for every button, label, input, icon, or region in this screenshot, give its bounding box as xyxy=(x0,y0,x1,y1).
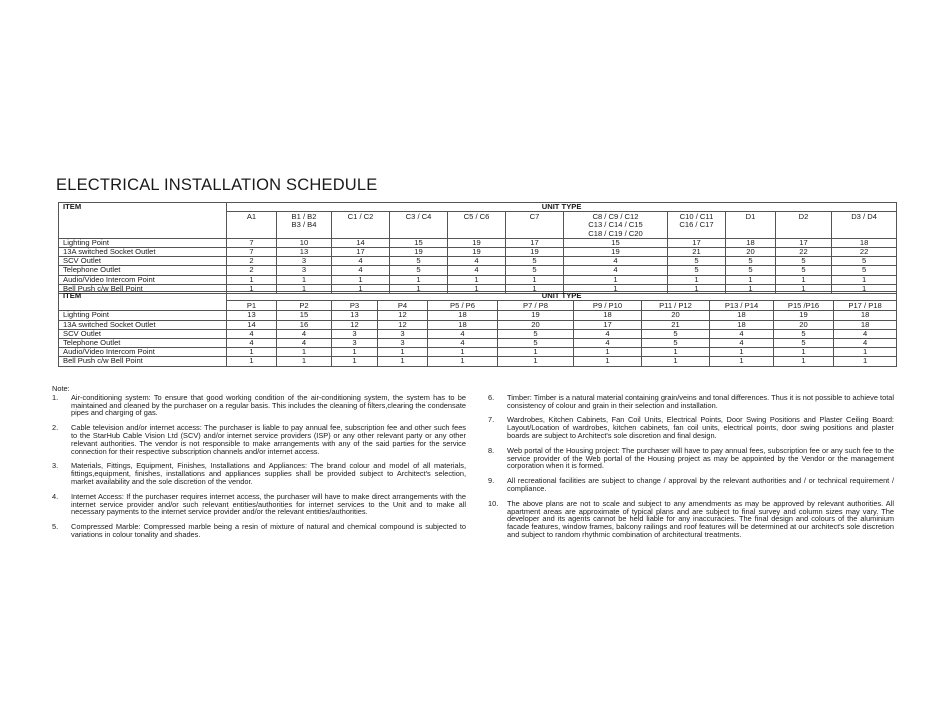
table-cell: 17 xyxy=(332,248,390,257)
table-cell: 13 xyxy=(277,248,332,257)
table-cell: 1 xyxy=(726,275,776,284)
note-item xyxy=(52,462,466,485)
unit-type-column-header: P11 / P12 xyxy=(642,301,710,311)
table-cell: 3 xyxy=(332,329,378,338)
row-label: Audio/Video Intercom Point xyxy=(59,275,227,284)
table-cell: 1 xyxy=(506,284,564,293)
table-cell: 19 xyxy=(564,248,668,257)
table-cell: 15 xyxy=(390,238,448,247)
table-cell: 1 xyxy=(774,357,834,366)
note-text: The above plans are not to scale and subject to any amendments as may be approved by relevant authorities. All apartment areas are approximate of typical plans and are subject to final survey and column sizes may vary. The developer and its agents cannot be held liable for any inaccuracies. The final design and colours of the aluminium facade features, window frames, balcony railings and roof features will be determined at our architect's sole discretion and subject to random rhythmic combination of architectural treatments. xyxy=(507,498,894,539)
table-cell: 4 xyxy=(332,257,390,266)
note-item xyxy=(52,424,466,455)
unit-type-header: UNIT TYPE xyxy=(227,203,897,212)
table-cell: 1 xyxy=(332,348,378,357)
table-cell: 1 xyxy=(277,348,332,357)
table-row xyxy=(59,238,897,247)
table-cell: 19 xyxy=(774,311,834,320)
table-cell: 5 xyxy=(506,266,564,275)
table-cell: 1 xyxy=(506,275,564,284)
table-cell: 1 xyxy=(390,275,448,284)
notes-left-column xyxy=(52,385,466,546)
table-row xyxy=(59,339,897,348)
unit-type-column-header: P13 / P14 xyxy=(710,301,774,311)
table-cell: 3 xyxy=(378,339,428,348)
table-header-row xyxy=(59,292,897,301)
table-cell: 13 xyxy=(227,311,277,320)
unit-type-column-header: P3 xyxy=(332,301,378,311)
notes-right-column xyxy=(488,385,894,546)
table-cell: 4 xyxy=(834,329,897,338)
table-cell: 18 xyxy=(834,311,897,320)
table-cell: 5 xyxy=(776,257,832,266)
table-cell: 1 xyxy=(834,348,897,357)
unit-type-column-header: B1 / B2 B3 / B4 xyxy=(277,212,332,239)
unit-type-column-header: P15 /P16 xyxy=(774,301,834,311)
table-cell: 5 xyxy=(774,329,834,338)
table-cell: 10 xyxy=(277,238,332,247)
table-cell: 3 xyxy=(277,266,332,275)
table-cell: 1 xyxy=(498,357,574,366)
table-cell: 18 xyxy=(726,238,776,247)
table-cell: 4 xyxy=(834,339,897,348)
table-cell: 12 xyxy=(378,311,428,320)
table-cell: 4 xyxy=(332,266,390,275)
table-cell: 1 xyxy=(574,348,642,357)
table-cell: 1 xyxy=(428,348,498,357)
electrical-schedule-table-1 xyxy=(58,202,897,294)
table-cell: 5 xyxy=(506,257,564,266)
table-cell: 19 xyxy=(390,248,448,257)
table-cell: 4 xyxy=(564,266,668,275)
table-cell: 18 xyxy=(834,320,897,329)
table-cell: 1 xyxy=(834,357,897,366)
table-cell: 21 xyxy=(642,320,710,329)
table-cell: 1 xyxy=(710,348,774,357)
table-cell: 4 xyxy=(227,339,277,348)
row-label: Bell Push c/w Bell Point xyxy=(59,357,227,366)
table-cell: 1 xyxy=(832,275,897,284)
row-label: Bell Push c/w Bell Point xyxy=(59,284,227,293)
table-row xyxy=(59,266,897,275)
table-cell: 4 xyxy=(710,329,774,338)
note-number: 3. xyxy=(52,461,59,471)
table-cell: 5 xyxy=(642,339,710,348)
table-cell: 5 xyxy=(832,257,897,266)
row-label: SCV Outlet xyxy=(59,257,227,266)
note-text: Wardrobes, Kitchen Cabinets, Fan Coil Units, Electrical Points, Door Swing Positions and Plaster Ceiling Board: Layout/Location of wardrobes, kitchen cabinets, fan coil units, electrical points, door swing positions and plaster boards are subject to Architect's sole discretion and final design. xyxy=(507,415,894,440)
unit-type-header: UNIT TYPE xyxy=(227,292,897,301)
unit-type-column-header: P1 xyxy=(227,301,277,311)
row-label: Audio/Video Intercom Point xyxy=(59,348,227,357)
table-cell: 5 xyxy=(726,257,776,266)
table-cell: 13 xyxy=(332,311,378,320)
table-cell: 1 xyxy=(332,275,390,284)
table-cell: 18 xyxy=(428,311,498,320)
unit-type-column-header: C3 / C4 xyxy=(390,212,448,239)
table-cell: 19 xyxy=(498,311,574,320)
table-cell: 12 xyxy=(378,320,428,329)
table-row xyxy=(59,320,897,329)
table-cell: 1 xyxy=(564,284,668,293)
note-text: All recreational facilities are subject to change / approval by the relevant authorities and / or technical requirement / compliance. xyxy=(507,476,894,493)
table-cell: 1 xyxy=(642,348,710,357)
table-cell: 1 xyxy=(642,357,710,366)
note-text: Compressed Marble: Compressed marble being a resin of mixture of natural and chemical compound is subjected to variations in colour tonality and shades. xyxy=(71,522,466,539)
table-cell: 4 xyxy=(428,329,498,338)
table-cell: 1 xyxy=(726,284,776,293)
table-cell: 22 xyxy=(776,248,832,257)
table-cell: 19 xyxy=(448,238,506,247)
table-cell: 1 xyxy=(448,275,506,284)
note-number: 7. xyxy=(488,415,495,425)
note-item xyxy=(52,523,466,539)
note-text: Materials, Fittings, Equipment, Finishes, Installations and Appliances: The brand colour and model of all materials, fittings,equipment, finishes, installations and appliances supplies shall be provided subject to Architect's selection, market availability and the sole discretion of the vendor. xyxy=(71,461,466,486)
table-cell: 21 xyxy=(668,248,726,257)
table-cell: 5 xyxy=(642,329,710,338)
note-item xyxy=(488,394,894,410)
electrical-schedule-table-2 xyxy=(58,291,897,367)
table-cell: 1 xyxy=(428,357,498,366)
table-cell: 5 xyxy=(498,339,574,348)
note-text: Web portal of the Housing project: The purchaser will have to pay annual fees, subscription fee or any such fee to the service provider of the Web portal of the Housing project as may be appointed by the Vendor or the management corporation when it is formed. xyxy=(507,445,894,471)
table-cell: 1 xyxy=(378,357,428,366)
unit-type-column-header: P4 xyxy=(378,301,428,311)
table-header-row xyxy=(59,203,897,212)
table-cell: 1 xyxy=(448,284,506,293)
table-cell: 3 xyxy=(277,257,332,266)
table-cell: 20 xyxy=(726,248,776,257)
row-label: Telephone Outlet xyxy=(59,339,227,348)
table-cell: 1 xyxy=(378,348,428,357)
table-cell: 4 xyxy=(277,329,332,338)
table-cell: 20 xyxy=(498,320,574,329)
note-number: 9. xyxy=(488,476,495,486)
row-label: 13A switched Socket Outlet xyxy=(59,248,227,257)
table-cell: 5 xyxy=(726,266,776,275)
table-cell: 4 xyxy=(277,339,332,348)
table-cell: 7 xyxy=(227,248,277,257)
table-row xyxy=(59,248,897,257)
item-header: ITEM xyxy=(59,203,227,239)
table-cell: 5 xyxy=(498,329,574,338)
note-item xyxy=(488,447,894,470)
table-row xyxy=(59,257,897,266)
note-number: 1. xyxy=(52,392,59,402)
table-cell: 4 xyxy=(448,266,506,275)
table-cell: 22 xyxy=(832,248,897,257)
unit-type-column-header: P2 xyxy=(277,301,332,311)
row-label: Lighting Point xyxy=(59,311,227,320)
note-text: Internet Access: If the purchaser requires internet access, the purchaser will have to make direct arrangements with the internet service provider and/or such relevant entities/authorities for internet services to the Unit and to make all necessary payments to the internet service provider and/or the relevant entities/authorities. xyxy=(71,491,466,517)
unit-type-column-header: P17 / P18 xyxy=(834,301,897,311)
table-cell: 17 xyxy=(506,238,564,247)
table-cell: 5 xyxy=(390,266,448,275)
table-cell: 5 xyxy=(832,266,897,275)
table-cell: 12 xyxy=(332,320,378,329)
table-cell: 4 xyxy=(564,257,668,266)
item-header: ITEM xyxy=(59,292,227,311)
unit-type-column-header: C1 / C2 xyxy=(332,212,390,239)
note-number: 4. xyxy=(52,491,59,501)
unit-type-column-header: C5 / C6 xyxy=(448,212,506,239)
table-cell: 4 xyxy=(574,339,642,348)
table-cell: 1 xyxy=(776,275,832,284)
unit-type-column-header: C10 / C11 C16 / C17 xyxy=(668,212,726,239)
table-cell: 4 xyxy=(574,329,642,338)
table-cell: 1 xyxy=(498,348,574,357)
table-cell: 17 xyxy=(668,238,726,247)
table-cell: 14 xyxy=(227,320,277,329)
table-cell: 1 xyxy=(277,357,332,366)
table-cell: 1 xyxy=(332,357,378,366)
note-number: 6. xyxy=(488,392,495,402)
table-row xyxy=(59,348,897,357)
table-cell: 1 xyxy=(277,275,332,284)
table-cell: 17 xyxy=(776,238,832,247)
table-cell: 1 xyxy=(776,284,832,293)
unit-type-column-header: D1 xyxy=(726,212,776,239)
unit-type-column-header: C7 xyxy=(506,212,564,239)
table-cell: 18 xyxy=(832,238,897,247)
unit-type-column-header: C8 / C9 / C12 C13 / C14 / C15 C18 / C19 / C20 xyxy=(564,212,668,239)
table-row xyxy=(59,357,897,366)
table-row xyxy=(59,275,897,284)
table-cell: 19 xyxy=(506,248,564,257)
table-cell: 1 xyxy=(227,284,277,293)
note-item xyxy=(488,477,894,493)
table-cell: 1 xyxy=(227,348,277,357)
table-cell: 18 xyxy=(710,311,774,320)
table-cell: 1 xyxy=(332,284,390,293)
table-cell: 14 xyxy=(332,238,390,247)
table-cell: 3 xyxy=(332,339,378,348)
table-cell: 5 xyxy=(774,339,834,348)
table-cell: 7 xyxy=(227,238,277,247)
table-cell: 4 xyxy=(428,339,498,348)
table-cell: 4 xyxy=(448,257,506,266)
notes-title: Note: xyxy=(52,384,70,393)
note-text: Air-conditioning system: To ensure that good working condition of the air-conditioning system, the system has to be maintained and cleaned by the purchaser on a regular basis. This includes the cleaning of filters,clearing the condensate pipes and charging of gas. xyxy=(71,392,466,418)
table-cell: 4 xyxy=(710,339,774,348)
unit-type-column-header: P7 / P8 xyxy=(498,301,574,311)
table-cell: 18 xyxy=(428,320,498,329)
note-text: Cable television and/or internet access: The purchaser is liable to pay annual fee, subscription fee and other such fees to the StarHub Cable Vision Ltd (SCV) and/or internet service providers (ISP) or any other relevant party or any other relevant authorities. The vendor is not responsible to make arrangements with any of the said parties for the service connection for their respective subscription channels and/or internet access. xyxy=(71,423,466,456)
table-row xyxy=(59,329,897,338)
table-cell: 2 xyxy=(227,266,277,275)
table-cell: 1 xyxy=(710,357,774,366)
note-number: 2. xyxy=(52,423,59,433)
table-cell: 1 xyxy=(774,348,834,357)
table-cell: 1 xyxy=(564,275,668,284)
note-item xyxy=(52,394,466,417)
row-label: Telephone Outlet xyxy=(59,266,227,275)
table-cell: 5 xyxy=(776,266,832,275)
note-number: 5. xyxy=(52,522,59,532)
table-cell: 2 xyxy=(227,257,277,266)
table-cell: 20 xyxy=(642,311,710,320)
note-text: Timber: Timber is a natural material containing grain/veins and tonal differences. Thus it is not possible to achieve total consistency of colour and grain in their selection and installation. xyxy=(507,392,894,410)
table-cell: 18 xyxy=(710,320,774,329)
table-cell: 20 xyxy=(774,320,834,329)
note-number: 10. xyxy=(488,498,499,508)
table-cell: 17 xyxy=(574,320,642,329)
table-cell: 1 xyxy=(390,284,448,293)
table-cell: 15 xyxy=(564,238,668,247)
unit-type-column-header: D3 / D4 xyxy=(832,212,897,239)
table-cell: 19 xyxy=(448,248,506,257)
table-cell: 1 xyxy=(668,284,726,293)
page-title: ELECTRICAL INSTALLATION SCHEDULE xyxy=(56,176,378,194)
table-cell: 5 xyxy=(390,257,448,266)
note-item xyxy=(52,493,466,516)
unit-type-column-header: D2 xyxy=(776,212,832,239)
table-cell: 1 xyxy=(574,357,642,366)
table-cell: 15 xyxy=(277,311,332,320)
note-item xyxy=(488,500,894,539)
unit-type-column-header: P5 / P6 xyxy=(428,301,498,311)
table-cell: 1 xyxy=(832,284,897,293)
table-cell: 5 xyxy=(668,266,726,275)
table-cell: 1 xyxy=(227,275,277,284)
unit-type-column-header: A1 xyxy=(227,212,277,239)
table-cell: 16 xyxy=(277,320,332,329)
note-number: 8. xyxy=(488,445,495,455)
unit-type-column-header: P9 / P10 xyxy=(574,301,642,311)
row-label: Lighting Point xyxy=(59,238,227,247)
table-cell: 1 xyxy=(227,357,277,366)
table-cell: 1 xyxy=(277,284,332,293)
table-cell: 18 xyxy=(574,311,642,320)
table-cell: 5 xyxy=(668,257,726,266)
table-cell: 3 xyxy=(378,329,428,338)
row-label: SCV Outlet xyxy=(59,329,227,338)
row-label: 13A switched Socket Outlet xyxy=(59,320,227,329)
table-cell: 1 xyxy=(668,275,726,284)
table-row xyxy=(59,311,897,320)
note-item xyxy=(488,416,894,439)
table-cell: 4 xyxy=(227,329,277,338)
